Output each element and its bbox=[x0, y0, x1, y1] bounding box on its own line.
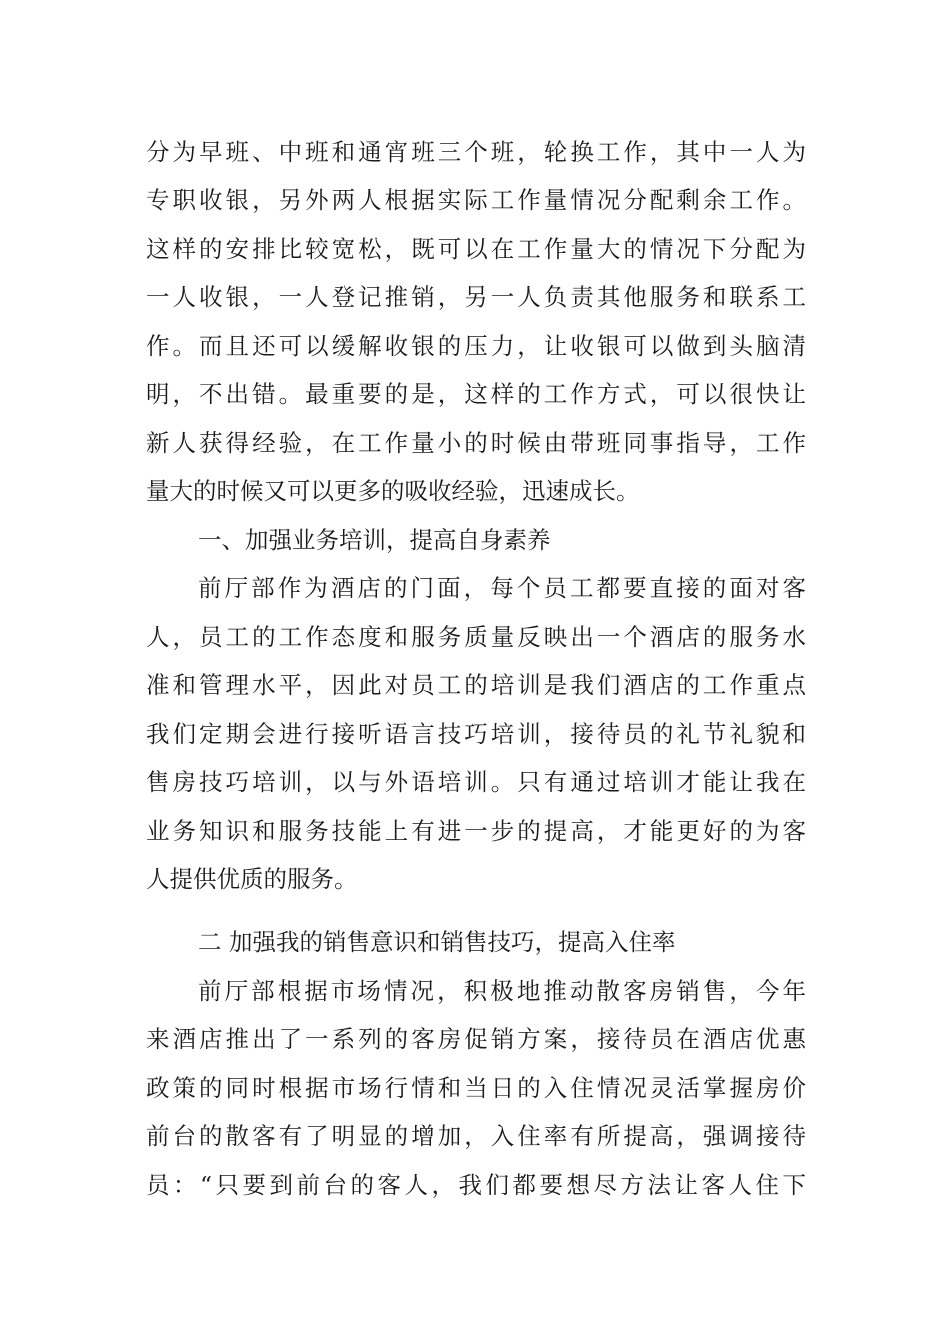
text-line: 一人收银，一人登记推销，另一人负责其他服务和联系工 bbox=[146, 283, 806, 311]
text-line: 明，不出错。最重要的是，这样的工作方式，可以很快让 bbox=[146, 380, 806, 408]
text-line: 准和管理水平，因此对员工的培训是我们酒店的工作重点 bbox=[146, 671, 806, 699]
text-line: 人提供优质的服务。 bbox=[146, 865, 358, 893]
text-line: 量大的时候又可以更多的吸收经验，迅速成长。 bbox=[146, 477, 640, 505]
text-line: 前台的散客有了明显的增加，入住率有所提高，强调接待 bbox=[146, 1122, 806, 1150]
section-heading: 一、加强业务培训，提高自身素养 bbox=[198, 526, 551, 554]
text-line: 来酒店推出了一系列的客房促销方案，接待员在酒店优惠 bbox=[146, 1025, 806, 1053]
text-line: 这样的安排比较宽松，既可以在工作量大的情况下分配为 bbox=[146, 235, 806, 263]
text-line: 政策的同时根据市场行情和当日的入住情况灵活掌握房价 bbox=[146, 1074, 806, 1102]
text-line: 新人获得经验，在工作量小的时候由带班同事指导，工作 bbox=[146, 429, 806, 457]
text-line: 前厅部根据市场情况，积极地推动散客房销售，今年 bbox=[198, 977, 806, 1005]
text-line: 我们定期会进行接听语言技巧培训，接待员的礼节礼貌和 bbox=[146, 720, 806, 748]
text-line: 作。而且还可以缓解收银的压力，让收银可以做到头脑清 bbox=[146, 332, 806, 360]
text-line: 分为早班、中班和通宵班三个班，轮换工作，其中一人为 bbox=[146, 138, 806, 166]
text-line: 售房技巧培训，以与外语培训。只有通过培训才能让我在 bbox=[146, 768, 806, 796]
section-heading: 二 加强我的销售意识和销售技巧，提高入住率 bbox=[198, 928, 676, 956]
text-line: 人，员工的工作态度和服务质量反映出一个酒店的服务水 bbox=[146, 623, 806, 651]
text-line: 业务知识和服务技能上有进一步的提高，才能更好的为客 bbox=[146, 817, 806, 845]
text-line: 员：“只要到前台的客人，我们都要想尽方法让客人住下 bbox=[146, 1171, 806, 1199]
text-line: 专职收银，另外两人根据实际工作量情况分配剩余工作。 bbox=[146, 186, 806, 214]
text-line: 前厅部作为酒店的门面，每个员工都要直接的面对客 bbox=[198, 574, 806, 602]
